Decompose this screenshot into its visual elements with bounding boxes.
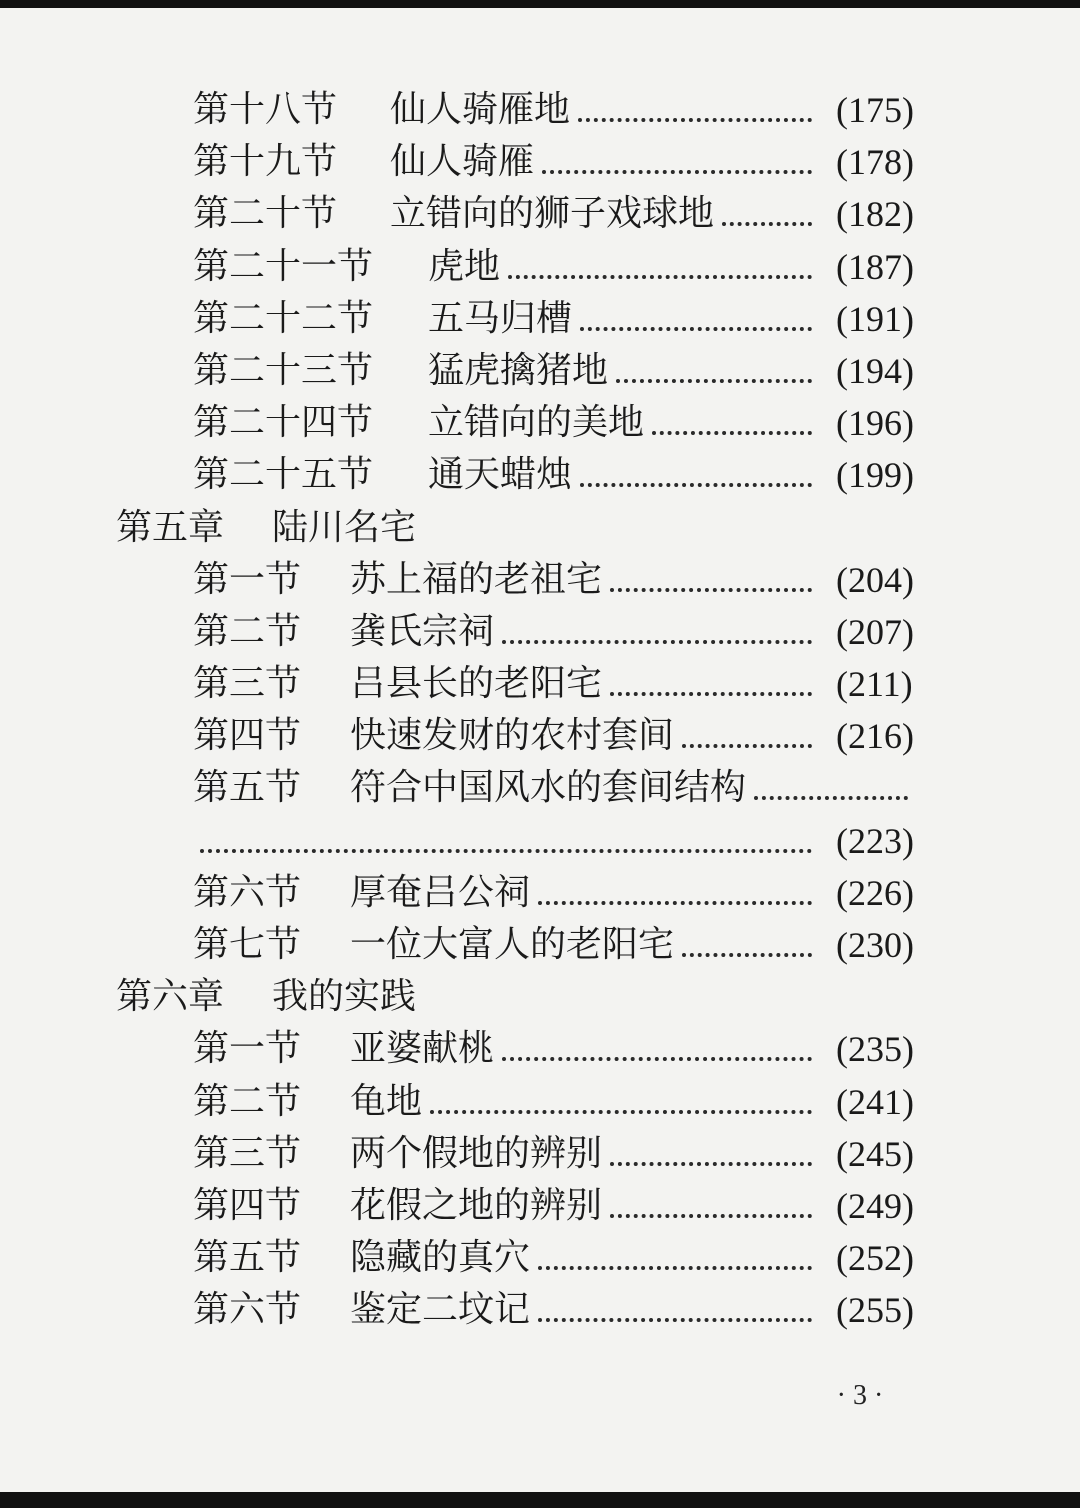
- toc-entry: [0, 1232, 1080, 1284]
- page-ref: (204): [836, 559, 914, 600]
- table-of-contents: [0, 84, 1080, 1337]
- section-title: 龚氏宗祠: [350, 610, 495, 652]
- section-number: 第十九节: [193, 141, 338, 183]
- top-border: [0, 0, 1080, 8]
- dot-leader: [580, 477, 812, 487]
- section-number: 第六节: [193, 1289, 302, 1331]
- toc-entry: [0, 1128, 1080, 1180]
- toc-entry: [0, 345, 1080, 397]
- toc-entry: [0, 136, 1080, 188]
- section-number: 第三节: [193, 1132, 302, 1174]
- page-ref: (178): [836, 142, 914, 183]
- page-ref: (196): [836, 403, 914, 444]
- toc-entry: [0, 554, 1080, 606]
- toc-entry: [0, 241, 1080, 293]
- section-title: 五马归槽: [428, 297, 573, 339]
- section-title: 一位大富人的老阳宅: [350, 924, 675, 965]
- section-title: 两个假地的辨别: [350, 1132, 603, 1174]
- section-number: 第十八节: [193, 89, 338, 130]
- toc-entry: [0, 919, 1080, 971]
- bottom-border: [0, 1492, 1080, 1508]
- page-ref: (175): [836, 90, 914, 130]
- toc-entry: [0, 188, 1080, 240]
- dot-leader: [538, 1260, 812, 1270]
- toc-entry: [0, 658, 1080, 710]
- toc-entry: [0, 815, 1080, 867]
- toc-entry: [0, 1180, 1080, 1232]
- section-title: 通天蜡烛: [428, 454, 573, 496]
- page-ref: (252): [836, 1238, 914, 1279]
- page-ref: (255): [836, 1290, 914, 1331]
- section-number: 第二十一节: [193, 245, 374, 287]
- section-title: 快速发财的农村套间: [350, 715, 675, 757]
- section-number: 第一节: [193, 558, 302, 600]
- section-number: 第二节: [193, 610, 302, 652]
- dot-leader: [682, 738, 812, 748]
- section-title: 虎地: [428, 245, 501, 287]
- dot-leader: [508, 269, 812, 279]
- section-title: 仙人骑雁地: [390, 89, 571, 130]
- section-number: 第二十五节: [193, 454, 374, 496]
- section-title: 苏上福的老祖宅: [350, 558, 603, 600]
- dot-leader: [610, 686, 812, 696]
- page-ref: (245): [836, 1133, 914, 1174]
- dot-leader: [430, 1104, 812, 1114]
- section-title: 吕县长的老阳宅: [350, 663, 603, 705]
- toc-entry: [0, 84, 1080, 136]
- page-number: · 3 ·: [836, 1380, 884, 1411]
- dot-leader: [652, 425, 812, 435]
- toc-entry: [0, 449, 1080, 501]
- page-ref: (187): [836, 246, 914, 287]
- page-ref: (235): [836, 1029, 914, 1070]
- section-number: 第二十四节: [193, 402, 374, 444]
- section-title: 立错向的狮子戏球地: [390, 193, 715, 235]
- section-title: 仙人骑雁: [390, 141, 535, 183]
- section-number: 第二十二节: [193, 297, 374, 339]
- section-number: 第五节: [193, 767, 302, 809]
- dot-leader: [502, 634, 812, 644]
- section-title: 厚奄吕公祠: [350, 871, 531, 913]
- section-number: 第二十节: [193, 193, 338, 235]
- dot-leader: [578, 112, 812, 122]
- dot-leader: [754, 790, 908, 800]
- dot-leader: [682, 947, 812, 957]
- section-title: 鉴定二坟记: [350, 1289, 531, 1331]
- dot-leader: [616, 373, 812, 383]
- dot-leader: [538, 1312, 812, 1322]
- page-ref: (207): [836, 611, 914, 652]
- section-number: 第一节: [193, 1028, 302, 1070]
- chapter-title: 我的实践: [272, 976, 417, 1018]
- toc-entry: [0, 867, 1080, 919]
- section-title: 亚婆献桃: [350, 1028, 495, 1070]
- chapter-heading: [0, 971, 1080, 1023]
- section-number: 第四节: [193, 715, 302, 757]
- page-ref: (223): [836, 820, 914, 861]
- dot-leader: [610, 1156, 812, 1166]
- toc-entry: [0, 1076, 1080, 1128]
- section-title: 花假之地的辨别: [350, 1184, 603, 1226]
- dot-leader: [200, 843, 812, 853]
- page-ref: (211): [836, 664, 913, 705]
- section-number: 第七节: [193, 924, 302, 965]
- page-ref: (191): [836, 298, 914, 339]
- section-title: 猛虎擒猪地: [428, 349, 609, 391]
- toc-entry: [0, 606, 1080, 658]
- chapter-number: 第六章: [116, 976, 225, 1018]
- dot-leader: [542, 164, 812, 174]
- page-ref: (216): [836, 716, 914, 757]
- toc-entry: [0, 397, 1080, 449]
- page-ref: (199): [836, 455, 914, 496]
- page-ref: (249): [836, 1185, 914, 1226]
- section-title: 隐藏的真穴: [350, 1237, 531, 1279]
- page-ref: (182): [836, 194, 914, 235]
- dot-leader: [610, 1208, 812, 1218]
- section-title: 符合中国风水的套间结构: [350, 767, 747, 809]
- page-ref: (241): [836, 1081, 914, 1122]
- section-number: 第三节: [193, 663, 302, 705]
- section-number: 第二节: [193, 1080, 302, 1122]
- section-number: 第二十三节: [193, 349, 374, 391]
- dot-leader: [610, 582, 812, 592]
- section-number: 第六节: [193, 871, 302, 913]
- page-ref: (226): [836, 872, 914, 913]
- page-ref: (230): [836, 925, 914, 965]
- toc-entry: [0, 1023, 1080, 1075]
- section-title: 立错向的美地: [428, 402, 645, 444]
- section-number: 第四节: [193, 1184, 302, 1226]
- toc-entry: [0, 293, 1080, 345]
- chapter-number: 第五章: [116, 506, 225, 548]
- dot-leader: [580, 321, 812, 331]
- dot-leader: [502, 1051, 812, 1061]
- toc-entry: [0, 1284, 1080, 1336]
- chapter-title: 陆川名宅: [272, 506, 417, 548]
- dot-leader: [722, 216, 812, 226]
- section-number: 第五节: [193, 1237, 302, 1279]
- dot-leader: [538, 895, 812, 905]
- section-title: 龟地: [350, 1080, 423, 1122]
- toc-entry: [0, 762, 1080, 814]
- page-ref: (194): [836, 350, 914, 391]
- toc-entry: [0, 710, 1080, 762]
- chapter-heading: [0, 502, 1080, 554]
